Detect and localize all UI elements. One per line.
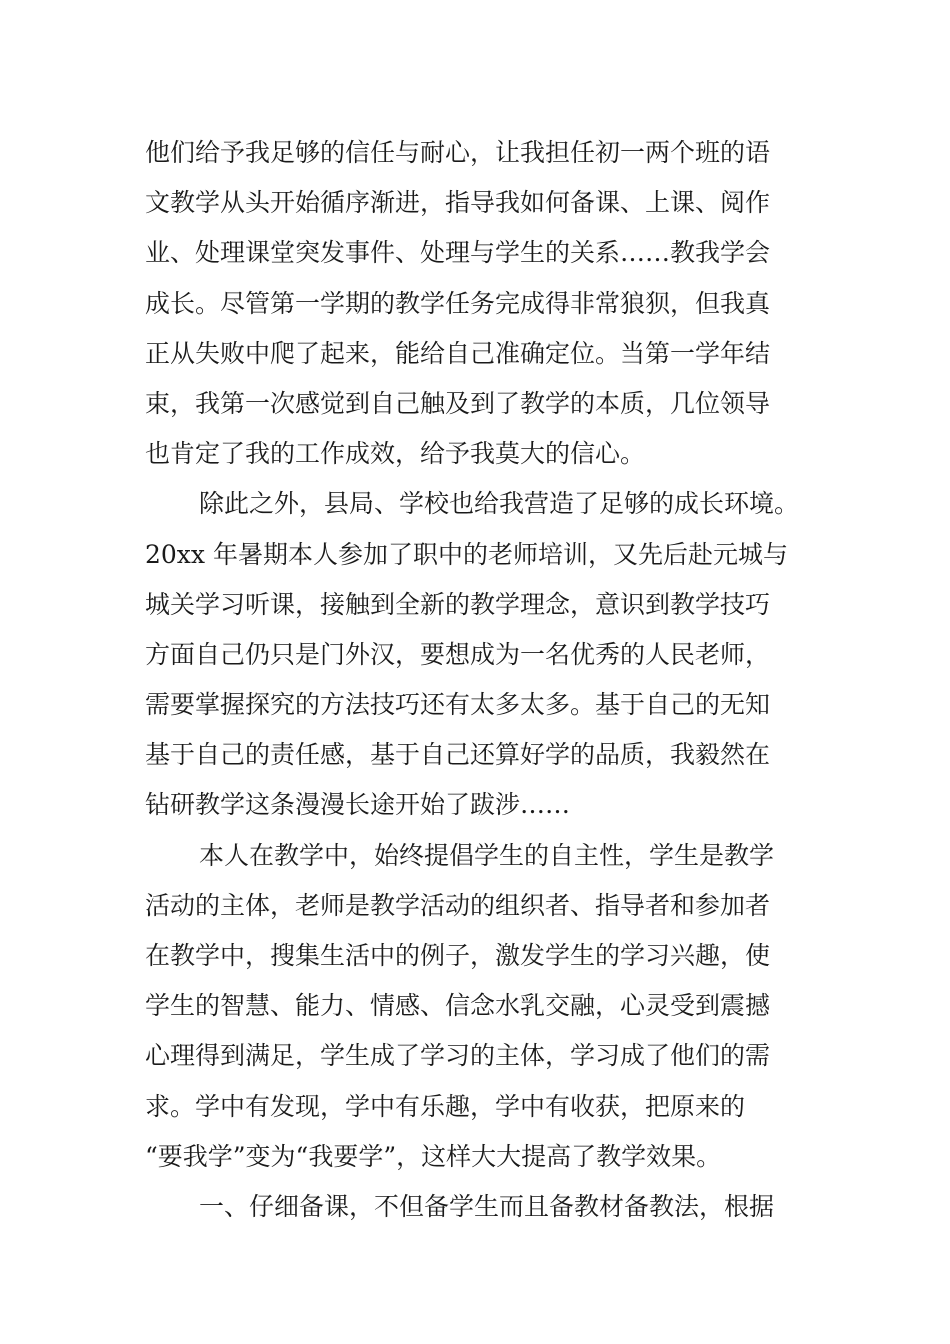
text-line: 他们给予我足够的信任与耐心，让我担任初一两个班的语 <box>145 138 771 167</box>
body-text <box>145 128 825 1232</box>
text-line: 20xx 年暑期本人参加了职中的老师培训，又先后赴元城与 <box>145 539 788 569</box>
text-line: 钻研教学这条漫漫长途开始了跋涉…… <box>145 790 571 820</box>
text-line: “要我学”变为“我要学”，这样大大提高了教学效果。 <box>145 1141 722 1171</box>
text-line: 城关学习听课，接触到全新的教学理念，意识到教学技巧 <box>145 589 771 619</box>
text-line: 活动的主体，老师是教学活动的组织者、指导者和参加者 <box>145 890 771 920</box>
text-line: 文教学从头开始循序渐进，指导我如何备课、上课、阅作 <box>145 188 771 218</box>
paragraph-start-line: 一、仔细备课，不但备学生而且备教材备教法，根据 <box>199 1191 775 1221</box>
text-line: 求。学中有发现，学中有乐趣，学中有收获，把原来的 <box>145 1091 746 1121</box>
text-line: 基于自己的责任感，基于自己还算好学的品质，我毅然在 <box>145 740 771 770</box>
paragraph-start-line: 除此之外，县局、学校也给我营造了足够的成长环境。 <box>199 489 800 519</box>
text-line: 也肯定了我的工作成效，给予我莫大的信心。 <box>145 439 646 469</box>
text-line: 需要掌握探究的方法技巧还有太多太多。基于自己的无知 <box>145 690 771 720</box>
text-line: 学生的智慧、能力、情感、信念水乳交融，心灵受到震撼 <box>145 991 771 1021</box>
text-line: 正从失败中爬了起来，能给自己准确定位。当第一学年结 <box>145 338 771 368</box>
text-line: 方面自己仍只是门外汉，要想成为一名优秀的人民老师， <box>145 639 771 669</box>
text-line: 成长。尽管第一学期的教学任务完成得非常狼狈，但我真 <box>145 288 771 318</box>
text-line: 心理得到满足，学生成了学习的主体，学习成了他们的需 <box>145 1041 771 1071</box>
text-line: 束，我第一次感觉到自己触及到了教学的本质，几位领导 <box>145 388 771 418</box>
paragraph-start-line: 本人在教学中，始终提倡学生的自主性，学生是教学 <box>199 840 775 870</box>
text-line: 在教学中，搜集生活中的例子，激发学生的学习兴趣，使 <box>145 941 771 970</box>
text-line: 业、处理课堂突发事件、处理与学生的关系……教我学会 <box>145 238 771 268</box>
